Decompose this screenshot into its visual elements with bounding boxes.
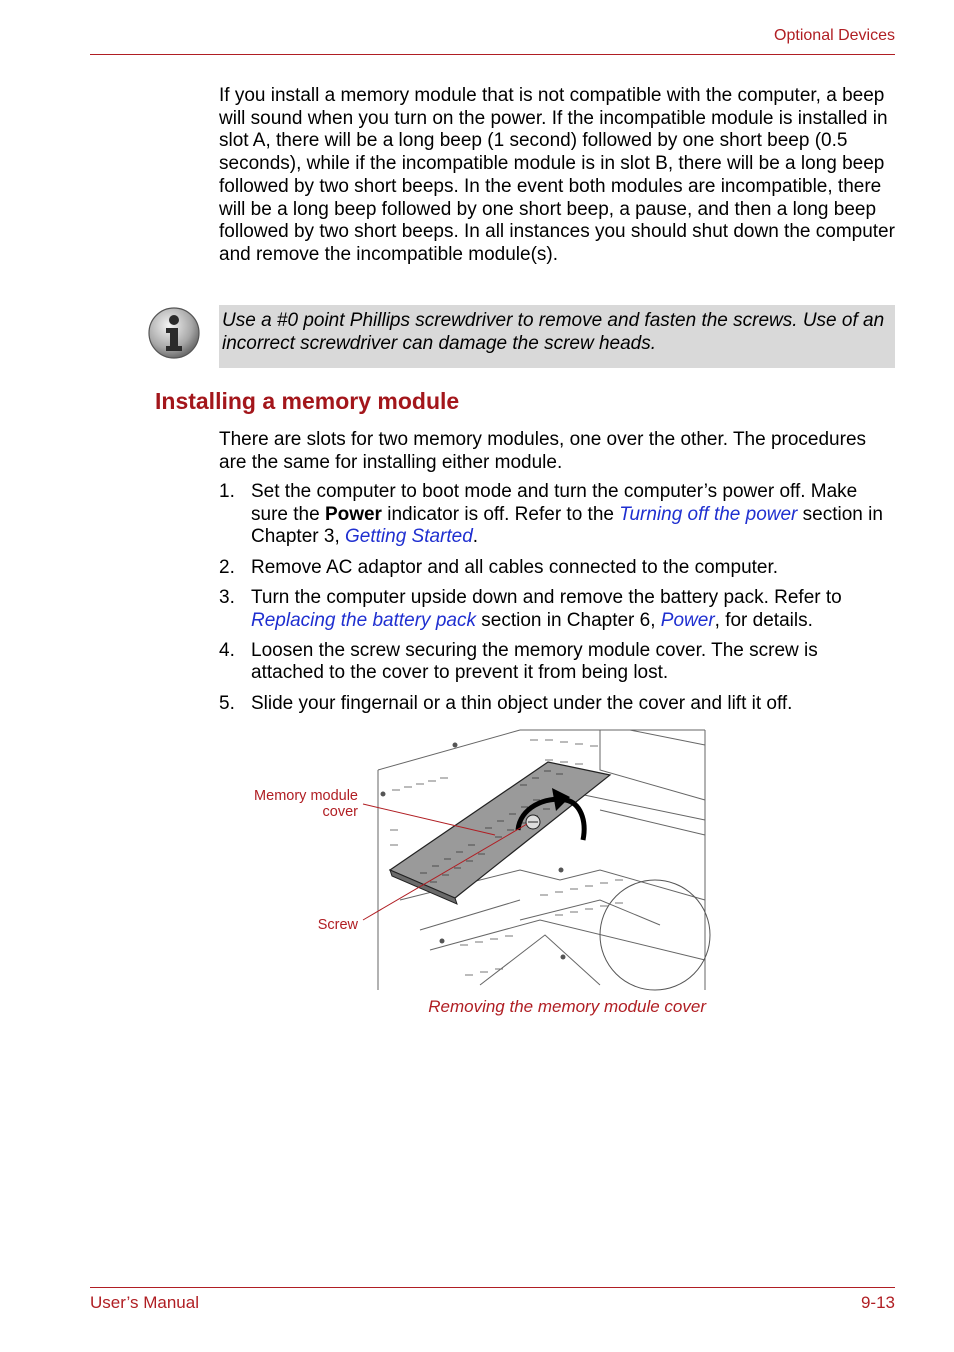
step-text: Remove AC adaptor and all cables connected to the computer.: [251, 556, 779, 578]
info-icon: [146, 305, 202, 361]
step-number: 5.: [219, 692, 235, 714]
step-text: Loosen the screw securing the memory module cover. The screw is attached to the cover to prevent it from being lost.: [251, 639, 818, 684]
note-box: [219, 305, 895, 368]
steps-list: [219, 481, 895, 723]
section-title: Installing a memory module: [155, 388, 460, 414]
callout-memory-cover: [236, 788, 358, 820]
step-number: 3.: [219, 586, 235, 608]
footer-rule: [90, 1287, 895, 1288]
step-text: indicator is off. Refer to the: [381, 503, 620, 525]
callout-screw: Screw: [317, 917, 358, 933]
callout-line: cover: [322, 804, 358, 820]
link-getting-started[interactable]: Getting Started: [345, 526, 473, 548]
link-power[interactable]: Power: [660, 609, 715, 631]
power-term: Power: [324, 503, 382, 525]
note-text: Use a #0 point Phillips screwdriver to remove and fasten the screws. Use of an incorrect screwdriver can damage the screw heads.: [222, 310, 885, 354]
link-replacing-battery-pack[interactable]: Replacing the battery pack: [251, 609, 476, 631]
section-intro: There are slots for two memory modules, one over the other. The procedures are the same for installing either module.: [219, 429, 867, 473]
step-text: , for details.: [714, 609, 813, 631]
link-turning-off-power[interactable]: Turning off the power: [619, 503, 798, 525]
running-header: Optional Devices: [774, 27, 895, 44]
step-text: section in Chapter 3,: [251, 503, 883, 548]
step-number: 1.: [219, 481, 235, 502]
callout-line: Memory module: [254, 788, 358, 804]
step-text: Turn the computer upside down and remove the battery pack. Refer to: [251, 586, 842, 608]
step-text: Slide your fingernail or a thin object under the cover and lift it off.: [251, 692, 793, 714]
step-item: [219, 557, 895, 580]
step-number: 2.: [219, 556, 235, 578]
page-number: 9-13: [860, 1293, 895, 1312]
figure-caption: Removing the memory module cover: [428, 997, 706, 1016]
step-number: 4.: [219, 639, 235, 661]
step-item: [219, 640, 895, 685]
step-text: Set the computer to boot mode and turn the computer’s power off. Make sure the: [251, 481, 858, 525]
step-text: section in Chapter 6,: [475, 609, 661, 631]
memory-cover-illustration: [0, 720, 954, 1000]
step-item: [219, 481, 895, 549]
step-item: [219, 587, 895, 632]
step-item: [219, 693, 895, 716]
footer-manual-title: User’s Manual: [90, 1293, 199, 1312]
step-text: .: [472, 526, 479, 548]
header-rule: [90, 54, 895, 55]
intro-paragraph: If you install a memory module that is not compatible with the computer, a beep will sound when you turn on the power. If the incompatible module is installed in slot A, there will be a long beep (1 second) followed by one short beep (0.5 seconds), while if the incompatible module is in slot B, there will be a long beep followed by two short beeps. In the event both modules are incompatible, there will be a long beep followed by one short beep, a pause, and then a long beep followed by two short beeps. In all instances you should shut down the computer and remove the incompatible module(s).: [219, 85, 895, 265]
